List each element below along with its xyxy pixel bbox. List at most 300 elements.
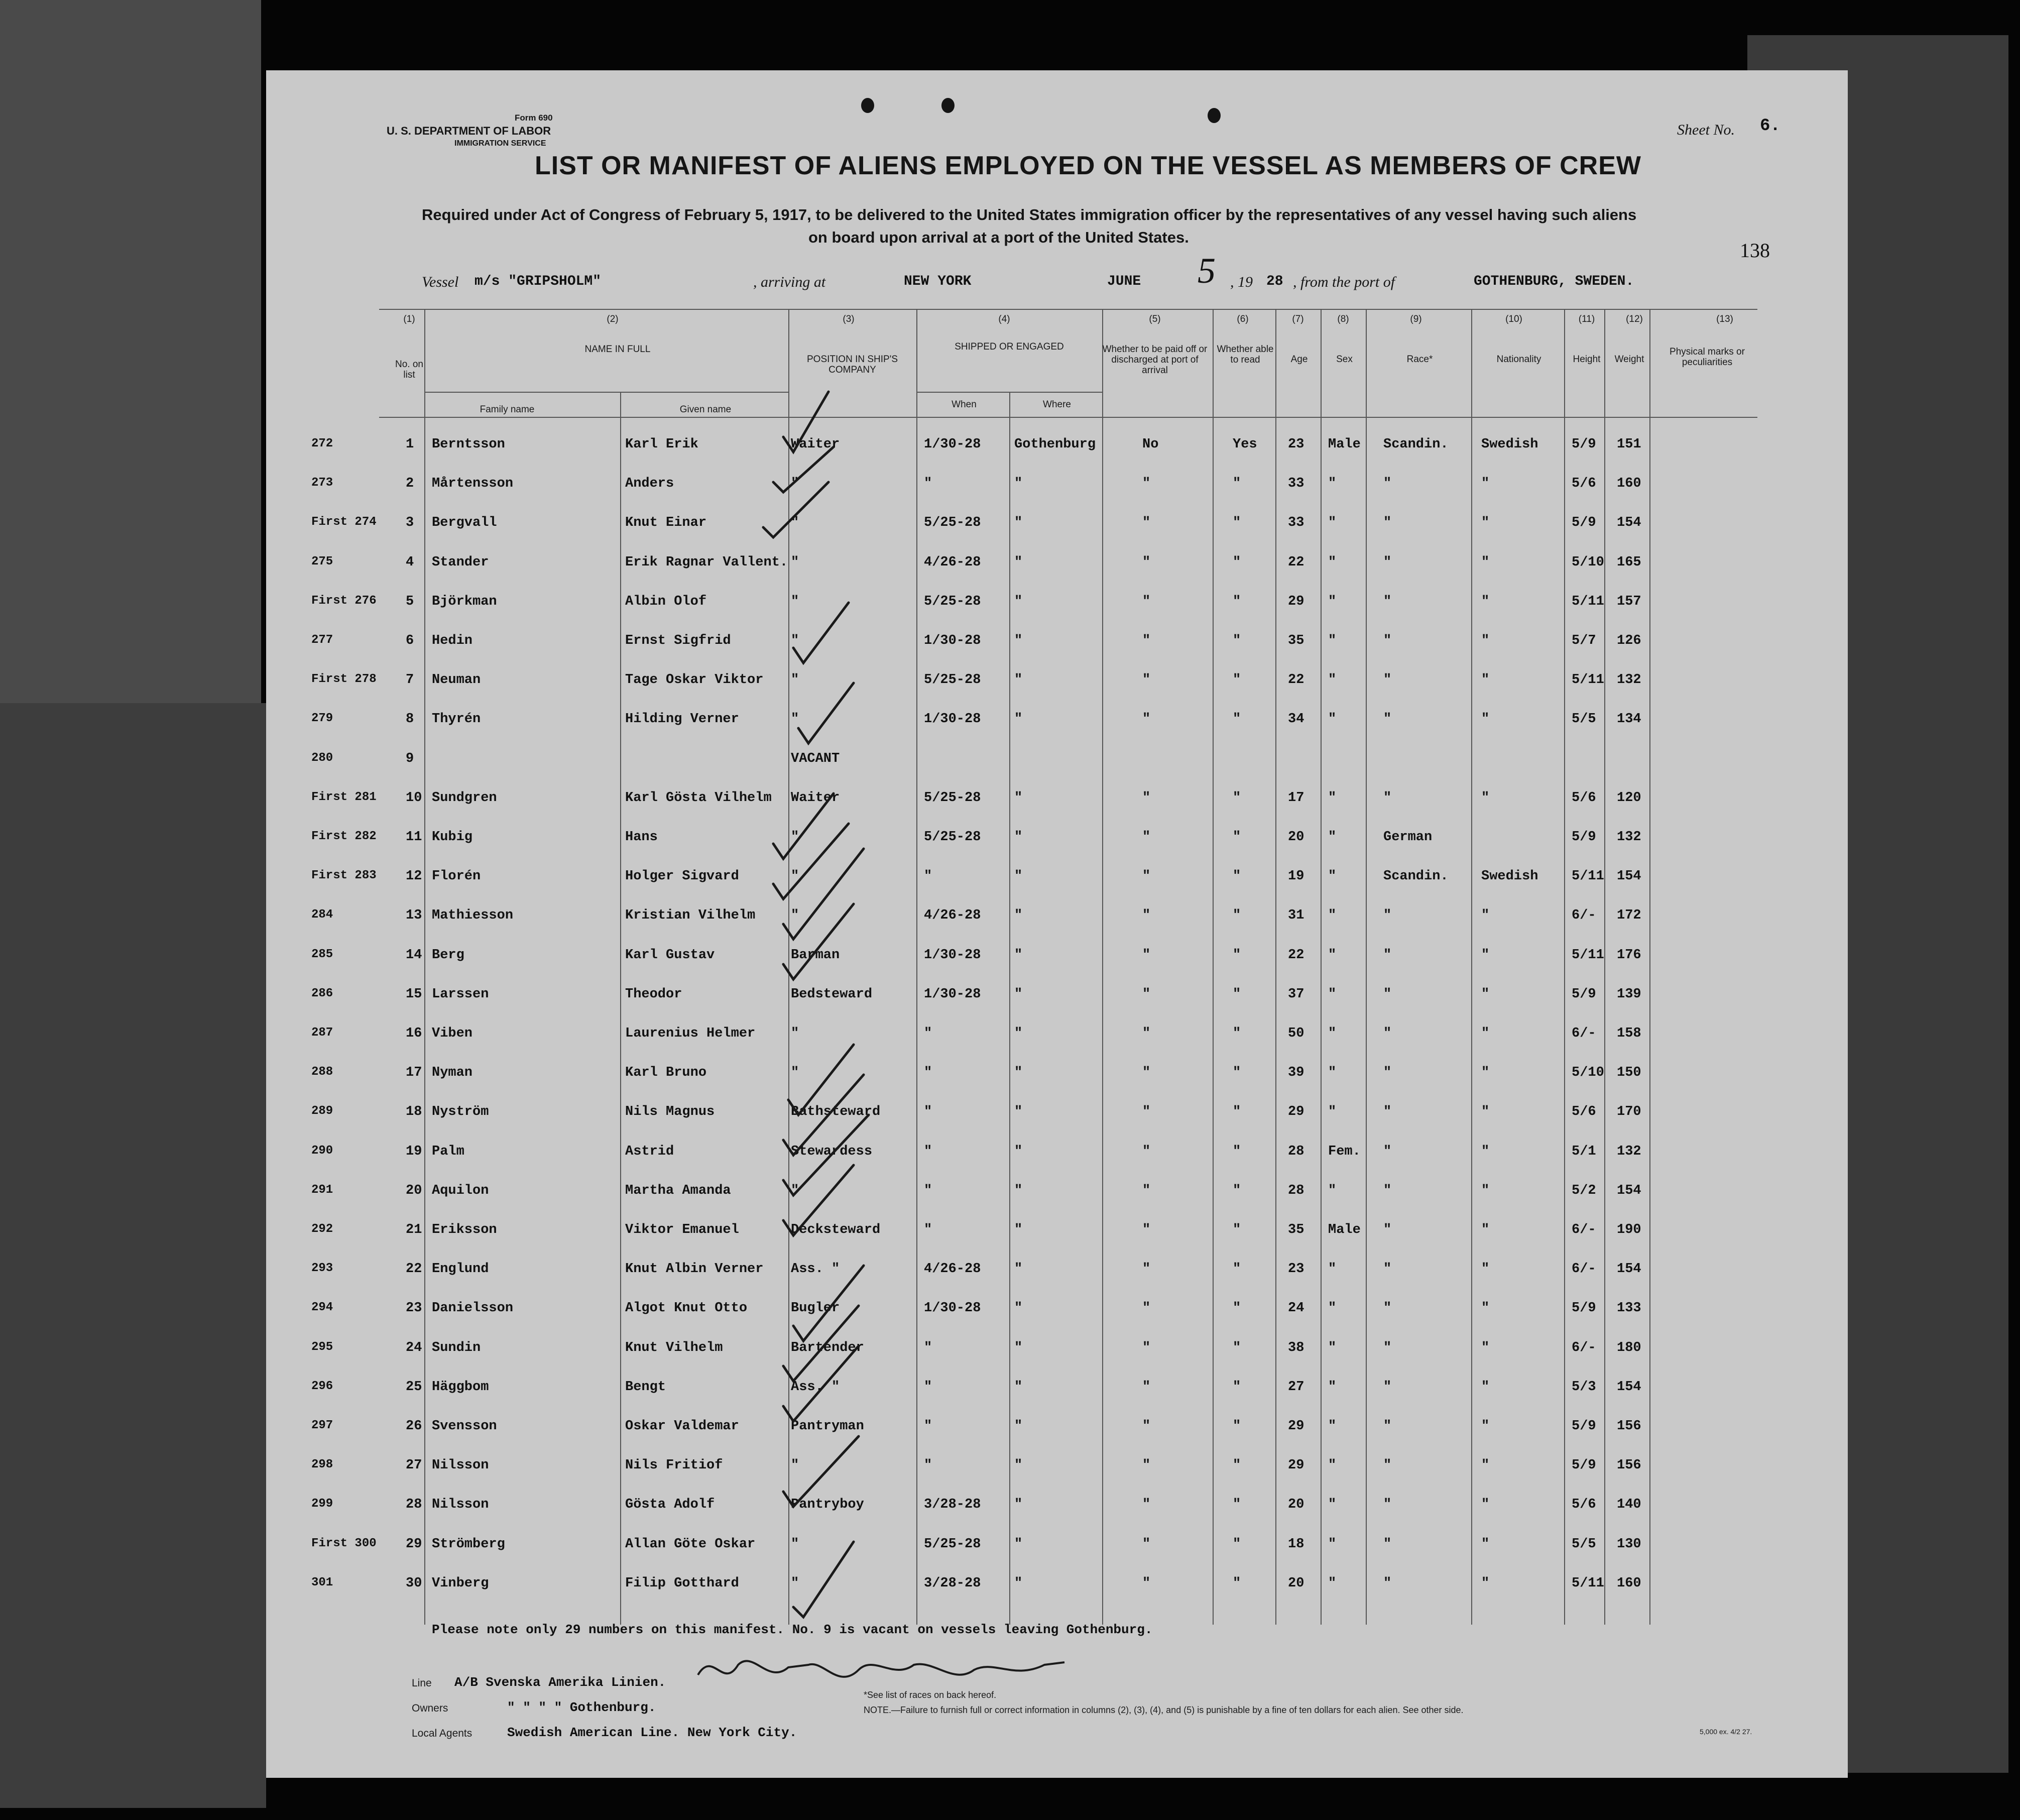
nationality: ": [1481, 476, 1490, 492]
row-number: 17: [406, 1065, 422, 1081]
race-header: Race*: [1406, 354, 1433, 365]
paid-off: ": [1142, 476, 1151, 492]
position: ": [791, 1458, 799, 1473]
height: 5/7: [1572, 633, 1596, 648]
race: ": [1383, 1419, 1392, 1434]
given-name: Hilding Verner: [625, 712, 739, 727]
able-to-read: ": [1233, 1026, 1241, 1041]
age: 29: [1288, 1458, 1304, 1473]
page-number: 138: [1740, 239, 1770, 262]
position: Barman: [791, 947, 840, 963]
family-name: Viben: [432, 1026, 473, 1041]
age: 24: [1288, 1301, 1304, 1316]
row-number: 1: [406, 437, 414, 452]
family-name: Mathiesson: [432, 908, 514, 924]
shipped-where: ": [1014, 830, 1023, 845]
sheet-no-value: 6.: [1760, 117, 1780, 136]
row-number: 11: [406, 830, 422, 845]
list-ref: 296: [311, 1379, 333, 1393]
given-name: Algot Knut Otto: [625, 1301, 748, 1316]
race: ": [1383, 1262, 1392, 1277]
table-top-rule: [379, 309, 1757, 310]
weight: 132: [1617, 1144, 1641, 1159]
list-ref: First 278: [311, 672, 377, 687]
subtitle-line-2: on board upon arrival at a port of the United States.: [808, 229, 1189, 246]
family-name: Svensson: [432, 1419, 497, 1434]
given-name: Kristian Vilhelm: [625, 908, 756, 924]
paid-off: ": [1142, 1026, 1151, 1041]
position: ": [791, 869, 799, 884]
form-number: Form 690: [515, 113, 553, 123]
height: 5/2: [1572, 1183, 1596, 1198]
shipped-where: ": [1014, 1262, 1023, 1277]
height: 5/11: [1572, 672, 1604, 688]
col-number: (7): [1292, 314, 1304, 324]
row-number: 29: [406, 1536, 422, 1552]
row-number: 18: [406, 1104, 422, 1120]
shipped-where: ": [1014, 1497, 1023, 1513]
nationality: ": [1481, 1536, 1490, 1552]
department-name: U. S. DEPARTMENT OF LABOR: [387, 125, 551, 137]
sex: Fem.: [1328, 1144, 1361, 1159]
check-mark-icon: [798, 683, 854, 743]
check-mark-icon: [773, 824, 849, 899]
race: ": [1383, 1301, 1392, 1316]
paid-off: ": [1142, 1458, 1151, 1473]
shipped-where: ": [1014, 1419, 1023, 1434]
family-name: Danielsson: [432, 1301, 514, 1316]
position: ": [791, 830, 799, 845]
weight: 154: [1617, 1262, 1641, 1277]
given-name-header: Given name: [679, 404, 732, 415]
weight: 172: [1617, 908, 1641, 924]
shipped-when: ": [924, 476, 932, 492]
vessel-label: Vessel: [422, 274, 459, 290]
shipped-when: 5/25-28: [924, 515, 981, 531]
shipped-when: ": [924, 1340, 932, 1355]
row-number: 24: [406, 1340, 422, 1355]
paid-off: ": [1142, 1536, 1151, 1552]
arrival-port: NEW YORK: [904, 274, 972, 289]
age: 23: [1288, 437, 1304, 452]
from-port-label: , from the port of: [1293, 274, 1395, 290]
family-name: Nyström: [432, 1104, 489, 1120]
list-ref: 292: [311, 1222, 333, 1236]
weight: 133: [1617, 1301, 1641, 1316]
weight: 130: [1617, 1536, 1641, 1552]
sex: ": [1328, 986, 1337, 1002]
age: 29: [1288, 1104, 1304, 1120]
shipped-where: ": [1014, 1026, 1023, 1041]
list-ref: 287: [311, 1026, 333, 1040]
shipped-where: ": [1014, 1301, 1023, 1316]
age: 19: [1288, 869, 1304, 884]
paid-off: ": [1142, 947, 1151, 963]
vessel-name: m/s "GRIPSHOLM": [474, 274, 602, 289]
height: 5/9: [1572, 437, 1596, 452]
given-name: Knut Albin Verner: [625, 1262, 764, 1277]
paid-off: ": [1142, 1340, 1151, 1355]
position: Ass. ": [791, 1262, 840, 1277]
able-to-read: ": [1233, 1575, 1241, 1591]
check-mark-icon: [788, 1045, 854, 1115]
check-mark-icon: [783, 392, 828, 452]
sex: ": [1328, 672, 1337, 688]
paid-off: ": [1142, 1262, 1151, 1277]
position: ": [791, 1183, 799, 1198]
age: 37: [1288, 986, 1304, 1002]
family-name: Thyrén: [432, 712, 481, 727]
handwritten-check-marks: [753, 382, 894, 1622]
paid-off: ": [1142, 594, 1151, 609]
race: ": [1383, 515, 1392, 531]
height: 5/1: [1572, 1144, 1596, 1159]
height: 6/-: [1572, 1026, 1596, 1041]
family-name: Nilsson: [432, 1458, 489, 1473]
race: ": [1383, 1065, 1392, 1081]
shipped-when: ": [924, 1419, 932, 1434]
age: 27: [1288, 1379, 1304, 1395]
given-name: Bengt: [625, 1379, 666, 1395]
race: ": [1383, 712, 1392, 727]
able-to-read: ": [1233, 830, 1241, 845]
able-to-read: ": [1233, 869, 1241, 884]
race: ": [1383, 1104, 1392, 1120]
able-to-read: ": [1233, 672, 1241, 688]
position: ": [791, 1026, 799, 1041]
shipped-where: ": [1014, 633, 1023, 648]
age: 33: [1288, 476, 1304, 492]
paid-off-header: Whether to be paid off or discharged at port of arrival: [1102, 344, 1208, 376]
given-name: Albin Olof: [625, 594, 707, 609]
height: 6/-: [1572, 1222, 1596, 1237]
row-number: 21: [406, 1222, 422, 1237]
position: ": [791, 594, 799, 609]
check-mark-icon: [773, 793, 834, 859]
shipped-when: 4/26-28: [924, 908, 981, 924]
height: 5/6: [1572, 1104, 1596, 1120]
sex-header: Sex: [1336, 354, 1353, 365]
shipped-when: ": [924, 1222, 932, 1237]
age: 17: [1288, 790, 1304, 806]
row-number: 4: [406, 554, 414, 570]
family-name-header: Family name: [480, 404, 535, 415]
list-ref: First 276: [311, 594, 377, 608]
shipped-when: 5/25-28: [924, 1536, 981, 1552]
height: 5/3: [1572, 1379, 1596, 1395]
sex: ": [1328, 1536, 1337, 1552]
sex: ": [1328, 554, 1337, 570]
weight: 154: [1617, 515, 1641, 531]
nationality: Swedish: [1481, 869, 1538, 884]
race: ": [1383, 554, 1392, 570]
punch-hole: [861, 98, 874, 113]
shipped-when: 1/30-28: [924, 437, 981, 452]
weight: 180: [1617, 1340, 1641, 1355]
shipped-where: ": [1014, 712, 1023, 727]
age: 34: [1288, 712, 1304, 727]
paid-off: ": [1142, 986, 1151, 1002]
row-number: 28: [406, 1497, 422, 1513]
given-name: Ernst Sigfrid: [625, 633, 731, 648]
shipped-where: ": [1014, 1458, 1023, 1473]
races-note: *See list of races on back hereof.: [864, 1690, 997, 1700]
shipped-when: 1/30-28: [924, 712, 981, 727]
sex: ": [1328, 712, 1337, 727]
document-title: LIST OR MANIFEST OF ALIENS EMPLOYED ON THE VESSEL AS MEMBERS OF CREW: [535, 151, 1641, 180]
shipped-when: 1/30-28: [924, 947, 981, 963]
nationality-header: Nationality: [1496, 354, 1541, 365]
race: ": [1383, 1222, 1392, 1237]
shipped-when: ": [924, 1104, 932, 1120]
given-name: Allan Göte Oskar: [625, 1536, 756, 1552]
able-to-read: ": [1233, 476, 1241, 492]
sex: ": [1328, 1458, 1337, 1473]
nationality: ": [1481, 947, 1490, 963]
height: 5/11: [1572, 947, 1604, 963]
weight: 151: [1617, 437, 1641, 452]
able-to-read: ": [1233, 1262, 1241, 1277]
able-to-read: ": [1233, 633, 1241, 648]
family-name: Nyman: [432, 1065, 473, 1081]
row-number: 30: [406, 1575, 422, 1591]
paid-off: ": [1142, 1144, 1151, 1159]
family-name: Kubig: [432, 830, 473, 845]
race: ": [1383, 1144, 1392, 1159]
family-name: Englund: [432, 1262, 489, 1277]
height: 5/9: [1572, 515, 1596, 531]
list-ref: First 281: [311, 790, 377, 804]
sex: ": [1328, 1340, 1337, 1355]
arrival-year: 28: [1266, 274, 1283, 289]
agents-value: Swedish American Line. New York City.: [507, 1725, 797, 1740]
weight: 156: [1617, 1419, 1641, 1434]
sex: ": [1328, 1262, 1337, 1277]
shipped-where: ": [1014, 1104, 1023, 1120]
given-name: Gösta Adolf: [625, 1497, 715, 1513]
list-ref: 295: [311, 1340, 333, 1354]
race: ": [1383, 1379, 1392, 1395]
age: 23: [1288, 1262, 1304, 1277]
family-name: Berg: [432, 947, 464, 963]
list-ref: First 274: [311, 515, 377, 529]
height: 5/10: [1572, 1065, 1604, 1081]
family-name: Strömberg: [432, 1536, 505, 1552]
weight: 157: [1617, 594, 1641, 609]
nationality: ": [1481, 1419, 1490, 1434]
service-name: IMMIGRATION SERVICE: [454, 139, 546, 148]
shipped-when: 5/25-28: [924, 790, 981, 806]
weight: 134: [1617, 712, 1641, 727]
weight: 120: [1617, 790, 1641, 806]
sex: Male: [1328, 437, 1361, 452]
check-mark-icon: [783, 904, 854, 979]
weight: 170: [1617, 1104, 1641, 1120]
position: Decksteward: [791, 1222, 881, 1237]
height: 6/-: [1572, 908, 1596, 924]
nationality: ": [1481, 1104, 1490, 1120]
sex: ": [1328, 947, 1337, 963]
row-number: 9: [406, 751, 414, 766]
position: ": [791, 712, 799, 727]
owners-label: Owners: [412, 1702, 448, 1714]
age: 18: [1288, 1536, 1304, 1552]
height: 5/9: [1572, 1301, 1596, 1316]
age: 22: [1288, 947, 1304, 963]
signature-icon: [698, 1661, 1064, 1677]
nationality: ": [1481, 1183, 1490, 1198]
able-to-read: Yes: [1233, 437, 1257, 452]
given-name: Nils Magnus: [625, 1104, 715, 1120]
position: ": [791, 1536, 799, 1552]
list-ref: 275: [311, 554, 333, 568]
shipped-when: 3/28-28: [924, 1497, 981, 1513]
shipped-when: ": [924, 1458, 932, 1473]
height: 6/-: [1572, 1340, 1596, 1355]
sex: ": [1328, 515, 1337, 531]
position: Ass. ": [791, 1379, 840, 1395]
able-to-read: ": [1233, 554, 1241, 570]
sex: ": [1328, 869, 1337, 884]
position: Bedsteward: [791, 986, 873, 1002]
sheet-no-label: Sheet No.: [1677, 122, 1735, 138]
sex: ": [1328, 1065, 1337, 1081]
age: 28: [1288, 1183, 1304, 1198]
arrival-month: JUNE: [1107, 274, 1141, 289]
col-number: (6): [1237, 314, 1249, 324]
position-header: POSITION IN SHIP'S COMPANY: [807, 354, 898, 375]
nationality: ": [1481, 908, 1490, 924]
given-name: Holger Sigvard: [625, 869, 739, 884]
row-number: 23: [406, 1301, 422, 1316]
weight: 126: [1617, 633, 1641, 648]
able-to-read: ": [1233, 908, 1241, 924]
row-number: 26: [406, 1419, 422, 1434]
position: ": [791, 554, 799, 570]
row-number: 10: [406, 790, 422, 806]
nationality: ": [1481, 515, 1490, 531]
list-ref: 293: [311, 1262, 333, 1276]
shipped-when: ": [924, 1065, 932, 1081]
able-to-read: ": [1233, 1497, 1241, 1513]
age: 28: [1288, 1144, 1304, 1159]
weight: 160: [1617, 1575, 1641, 1591]
height: 5/6: [1572, 1497, 1596, 1513]
position: Stewardess: [791, 1144, 873, 1159]
given-name: Oskar Valdemar: [625, 1419, 739, 1434]
family-name: Björkman: [432, 594, 497, 609]
shipped-where: ": [1014, 554, 1023, 570]
height: 5/6: [1572, 790, 1596, 806]
nationality: ": [1481, 1262, 1490, 1277]
row-number: 8: [406, 712, 414, 727]
shipped-where: ": [1014, 1536, 1023, 1552]
sex: ": [1328, 1419, 1337, 1434]
where-header: Where: [1043, 399, 1071, 410]
col-number: (2): [607, 314, 619, 324]
weight: 165: [1617, 554, 1641, 570]
given-name: Karl Gustav: [625, 947, 715, 963]
list-ref: 301: [311, 1575, 333, 1589]
list-ref: 298: [311, 1458, 333, 1472]
sex: ": [1328, 830, 1337, 845]
list-ref: 290: [311, 1144, 333, 1158]
able-to-read: ": [1233, 1222, 1241, 1237]
list-ref: 299: [311, 1497, 333, 1511]
shipped-when: 4/26-28: [924, 1262, 981, 1277]
penalty-note: NOTE.—Failure to furnish full or correct information in columns (2), (3), (4), and (5) is punishable by a fine of ten dollars for each alien. See other side.: [864, 1705, 1464, 1715]
col-number: (13): [1716, 314, 1733, 324]
paid-off: ": [1142, 869, 1151, 884]
paid-off: ": [1142, 1575, 1151, 1591]
shipped-when: ": [924, 1026, 932, 1041]
height: 5/9: [1572, 1458, 1596, 1473]
able-to-read: ": [1233, 515, 1241, 531]
able-to-read: ": [1233, 712, 1241, 727]
nationality: Swedish: [1481, 437, 1538, 452]
paid-off: ": [1142, 1419, 1151, 1434]
check-mark-icon: [793, 1266, 864, 1341]
row-number: 22: [406, 1262, 422, 1277]
row-number: 3: [406, 515, 414, 531]
given-name: Knut Vilhelm: [625, 1340, 723, 1355]
row-number: 19: [406, 1144, 422, 1159]
nationality: ": [1481, 594, 1490, 609]
height: 5/11: [1572, 1575, 1604, 1591]
shipped-when: ": [924, 1144, 932, 1159]
given-name: Tage Oskar Viktor: [625, 672, 764, 688]
race: ": [1383, 1497, 1392, 1513]
race: ": [1383, 908, 1392, 924]
weight: 132: [1617, 672, 1641, 688]
sex: ": [1328, 790, 1337, 806]
position: VACANT: [791, 751, 840, 766]
age: 35: [1288, 633, 1304, 648]
race: ": [1383, 1340, 1392, 1355]
age: 39: [1288, 1065, 1304, 1081]
row-number: 6: [406, 633, 414, 648]
race: ": [1383, 1026, 1392, 1041]
sex: ": [1328, 633, 1337, 648]
sex: ": [1328, 1301, 1337, 1316]
row-number: 13: [406, 908, 422, 924]
height: 5/5: [1572, 1536, 1596, 1552]
shipped-when: ": [924, 1379, 932, 1395]
col-rule: [1649, 309, 1650, 1625]
nationality: ": [1481, 1144, 1490, 1159]
col-number: (5): [1149, 314, 1161, 324]
able-to-read: ": [1233, 594, 1241, 609]
list-ref: 279: [311, 712, 333, 726]
given-name: Karl Erik: [625, 437, 698, 452]
age: 29: [1288, 594, 1304, 609]
able-to-read: ": [1233, 947, 1241, 963]
nationality: ": [1481, 633, 1490, 648]
shipped-when: ": [924, 869, 932, 884]
sex: ": [1328, 908, 1337, 924]
weight-header: Weight: [1614, 354, 1644, 365]
name-in-full-header: NAME IN FULL: [584, 344, 651, 355]
list-ref: 284: [311, 908, 333, 922]
given-name: Theodor: [625, 986, 682, 1002]
paid-off: ": [1142, 1065, 1151, 1081]
paid-off: ": [1142, 672, 1151, 688]
col-number: (9): [1410, 314, 1422, 324]
list-ref: 294: [311, 1301, 333, 1315]
position: ": [791, 633, 799, 648]
position: ": [791, 672, 799, 688]
race: ": [1383, 947, 1392, 963]
